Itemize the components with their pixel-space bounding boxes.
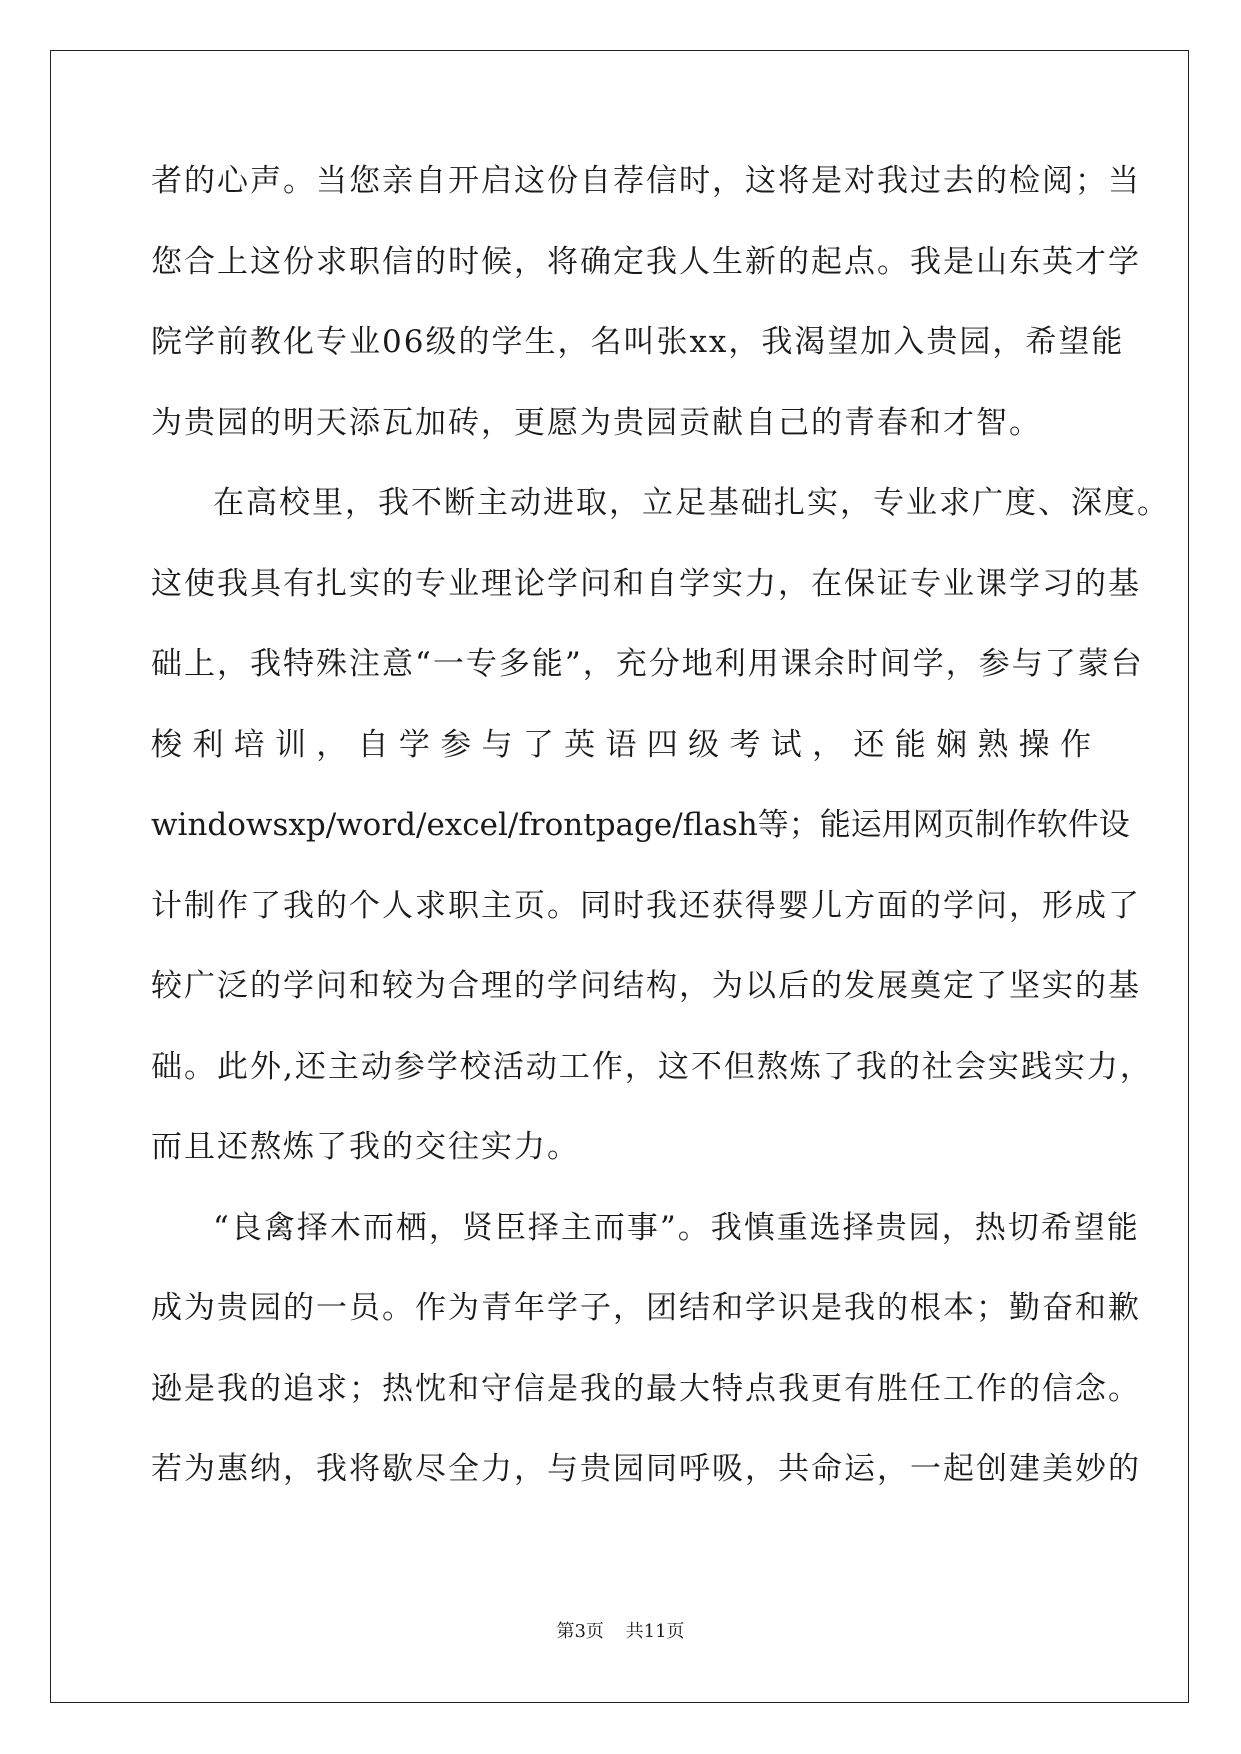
text-line: 若为惠纳，我将歇尽全力，与贵园同呼吸，共命运，一起创建美妙的 bbox=[151, 1451, 1141, 1487]
document-body bbox=[151, 160, 1170, 1529]
text-line: 您合上这份求职信的时候，将确定我人生新的起点。我是山东英才学 bbox=[151, 243, 1141, 280]
page-footer bbox=[0, 1617, 1241, 1643]
text-line: windowsxp/word/excel/frontpage/flash等；能运用网页制作软件设 bbox=[151, 807, 1130, 843]
text-line-justified: 梭 利 培 训 ， 自 学 参 与 了 英 语 四 级 考 试 ， 还 能 娴 熟 操 作 bbox=[151, 726, 1091, 763]
text-line: 计制作了我的个人求职主页。同时我还获得婴儿方面的学问，形成了 bbox=[151, 887, 1141, 924]
paragraph-start-line: 在高校里，我不断主动进取，立足基础扎实，专业求广度、深度。 bbox=[213, 485, 1170, 521]
text-line: 院学前教化专业06级的学生，名叫张xx，我渴望加入贵园，希望能 bbox=[151, 324, 1125, 360]
text-line: 这使我具有扎实的专业理论学问和自学实力，在保证专业课学习的基 bbox=[151, 565, 1141, 602]
text-line: 而且还熬炼了我的交往实力。 bbox=[151, 1129, 580, 1165]
page-number: 第3页 bbox=[556, 1621, 604, 1642]
text-line: 成为贵园的一员。作为青年学子，团结和学识是我的根本；勤奋和歉 bbox=[151, 1290, 1141, 1326]
paragraph-start-line: “良禽择木而栖，贤臣择主而事”。我慎重选择贵园，热切希望能 bbox=[213, 1209, 1140, 1246]
text-line: 为贵园的明天添瓦加砖，更愿为贵园贡献自己的青春和才智。 bbox=[151, 404, 1042, 441]
text-line: 逊是我的追求；热忱和守信是我的最大特点我更有胜任工作的信念。 bbox=[151, 1370, 1141, 1407]
text-line: 础。此外,还主动参学校活动工作，这不但熬炼了我的社会实践实力， bbox=[151, 1048, 1153, 1085]
text-line: 较广泛的学问和较为合理的学问结构，为以后的发展奠定了坚实的基 bbox=[151, 968, 1141, 1004]
total-pages: 共11页 bbox=[625, 1621, 685, 1642]
text-line: 础上，我特殊注意“一专多能”，充分地利用课余时间学，参与了蒙台 bbox=[151, 646, 1144, 682]
text-line: 者的心声。当您亲自开启这份自荐信时，这将是对我过去的检阅；当 bbox=[151, 163, 1141, 199]
